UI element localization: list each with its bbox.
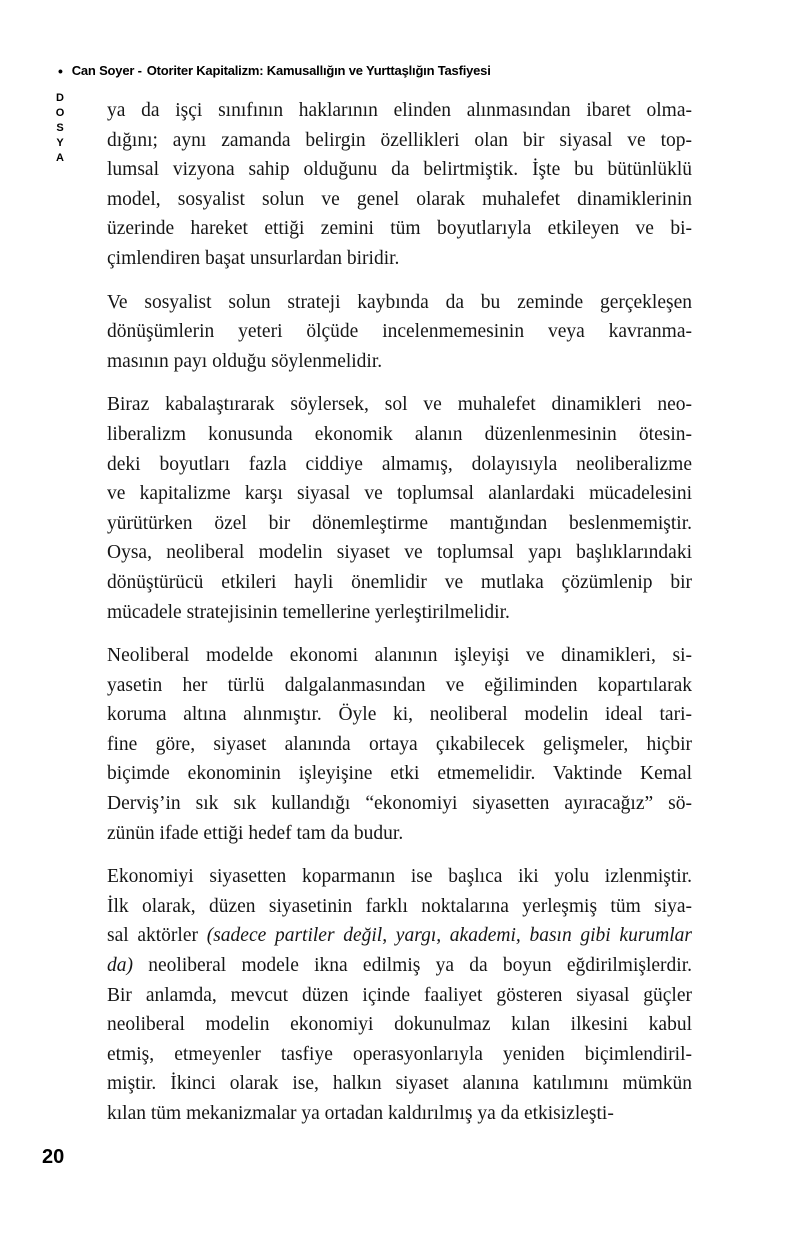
text-segment: Neoliberal modelde ekonomi alanının işleyişi ve dinamikleri, si-	[107, 645, 692, 667]
text-segment: miştir. İkinci olarak ise, halkın siyaset alanına katılımını mümkün	[107, 1073, 692, 1095]
header-book-title: Otoriter Kapitalizm: Kamusallığın ve Yurttaşlığın Tasfiyesi	[146, 63, 491, 78]
paragraph	[107, 288, 692, 377]
body-line	[107, 450, 692, 480]
body-line	[107, 598, 692, 628]
text-segment: neoliberal modele ikna edilmiş ya da boyun eğdirilmişlerdir.	[133, 955, 692, 977]
text-segment: Biraz kabalaştırarak söylersek, sol ve muhalefet dinamikleri neo-	[107, 394, 692, 416]
body-line	[107, 288, 692, 318]
paragraph	[107, 862, 692, 1128]
text-segment: Derviş’in sık sık kullandığı “ekonomiyi siyasetten ayıracağız” sö-	[107, 793, 692, 815]
text-segment: zünün ifade ettiği hedef tam da budur.	[107, 822, 404, 844]
text-segment: neoliberal modelin ekonomiyi dokunulmaz kılan ilkesini kabul	[107, 1014, 692, 1036]
text-segment: dönüştürücü etkileri hayli önemlidir ve mutlaka çözümlenip bir	[107, 571, 692, 593]
body-line	[107, 862, 692, 892]
body-line	[107, 921, 692, 951]
bullet-icon: •	[58, 63, 63, 79]
body-line	[107, 155, 692, 185]
italic-text-segment: (sadece partiler değil, yargı, akademi, basın gibi kurumlar	[206, 925, 693, 947]
body-line	[107, 317, 692, 347]
text-segment: mücadele stratejisinin temellerine yerleştirilmelidir.	[107, 601, 510, 623]
text-segment: yasetin her türlü dalgalanmasından ve eğiliminden kopartılarak	[107, 674, 692, 696]
paragraph	[107, 641, 692, 848]
text-segment: etmiş, etmeyenler tasfiye operasyonlarıyla yeniden biçimlendiril-	[107, 1043, 692, 1065]
text-segment: dönüşümlerin yeteri ölçüde incelenmemesinin veya kavranma-	[107, 321, 692, 343]
text-segment: deki boyutları fazla ciddiye almamış, dolayısıyla neoliberalizme	[107, 453, 692, 475]
text-segment: biçimde ekonominin işleyişine etki etmemelidir. Vaktinde Kemal	[107, 763, 692, 785]
body-line	[107, 892, 692, 922]
body-line	[107, 1040, 692, 1070]
text-segment: dığını; aynı zamanda belirgin özellikleri olan bir siyasal ve top-	[107, 129, 692, 151]
body-line	[107, 538, 692, 568]
paragraph	[107, 96, 692, 274]
body-line	[107, 1069, 692, 1099]
body-line	[107, 479, 692, 509]
text-segment: çimlendiren başat unsurlardan biridir.	[107, 247, 400, 269]
body-line	[107, 789, 692, 819]
text-segment: model, sosyalist solun ve genel olarak muhalefet dinamiklerinin	[107, 188, 692, 210]
body-line	[107, 244, 692, 274]
body-line	[107, 509, 692, 539]
text-segment: ve kapitalizme karşı siyasal ve toplumsal alanlardaki mücadelesini	[107, 483, 692, 505]
body-line	[107, 185, 692, 215]
body-line	[107, 568, 692, 598]
text-segment: lumsal vizyona sahip olduğunu da belirtmiştik. İşte bu bütünlüklü	[107, 159, 692, 181]
section-label-vertical: DOSYA	[54, 92, 66, 167]
body-line	[107, 671, 692, 701]
text-segment: ya da işçi sınıfının haklarının elinden alınmasından ibaret olma-	[107, 100, 692, 121]
text-segment: yürütürken özel bir dönemleştirme mantığından beslenmemiştir.	[107, 512, 692, 534]
text-segment: Oysa, neoliberal modelin siyaset ve toplumsal yapı başlıklarındaki	[107, 542, 692, 564]
text-segment: liberalizm konusunda ekonomik alanın düzenlenmesinin ötesin-	[107, 423, 692, 445]
italic-text-segment: da)	[107, 955, 133, 977]
body-line	[107, 96, 692, 126]
text-segment: İlk olarak, düzen siyasetinin farklı noktalarına yerleşmiş tüm siya-	[107, 895, 692, 917]
body-line	[107, 819, 692, 849]
body-line	[107, 700, 692, 730]
paragraph	[107, 390, 692, 627]
body-line	[107, 981, 692, 1011]
text-segment: Ekonomiyi siyasetten koparmanın ise başlıca iki yolu izlenmiştir.	[107, 866, 692, 888]
text-segment: kılan tüm mekanizmalar ya ortadan kaldırılmış ya da etkisizleşti-	[107, 1103, 614, 1124]
text-segment: koruma altına alınmıştır. Öyle ki, neoliberal modelin ideal tari-	[107, 704, 692, 726]
body-text	[107, 96, 692, 1143]
header-author: Can Soyer -	[71, 63, 142, 78]
body-line	[107, 214, 692, 244]
text-segment: masının payı olduğu söylenmelidir.	[107, 350, 383, 372]
text-segment: üzerinde hareket ettiği zemini tüm boyutlarıyla etkileyen ve bi-	[107, 218, 692, 240]
running-header	[58, 62, 491, 78]
text-segment: fine göre, siyaset alanında ortaya çıkabilecek gelişmeler, hiçbir	[107, 733, 692, 755]
body-line	[107, 420, 692, 450]
body-line	[107, 1010, 692, 1040]
body-line	[107, 126, 692, 156]
page-number: 20	[42, 1146, 65, 1168]
body-line	[107, 347, 692, 377]
body-line	[107, 1099, 692, 1129]
body-line	[107, 730, 692, 760]
body-line	[107, 390, 692, 420]
text-segment: Ve sosyalist solun strateji kaybında da bu zeminde gerçekleşen	[107, 291, 692, 313]
body-line	[107, 759, 692, 789]
body-line	[107, 641, 692, 671]
body-line	[107, 951, 692, 981]
text-segment: sal aktörler	[107, 925, 207, 947]
text-segment: Bir anlamda, mevcut düzen içinde faaliyet gösteren siyasal güçler	[107, 984, 692, 1006]
